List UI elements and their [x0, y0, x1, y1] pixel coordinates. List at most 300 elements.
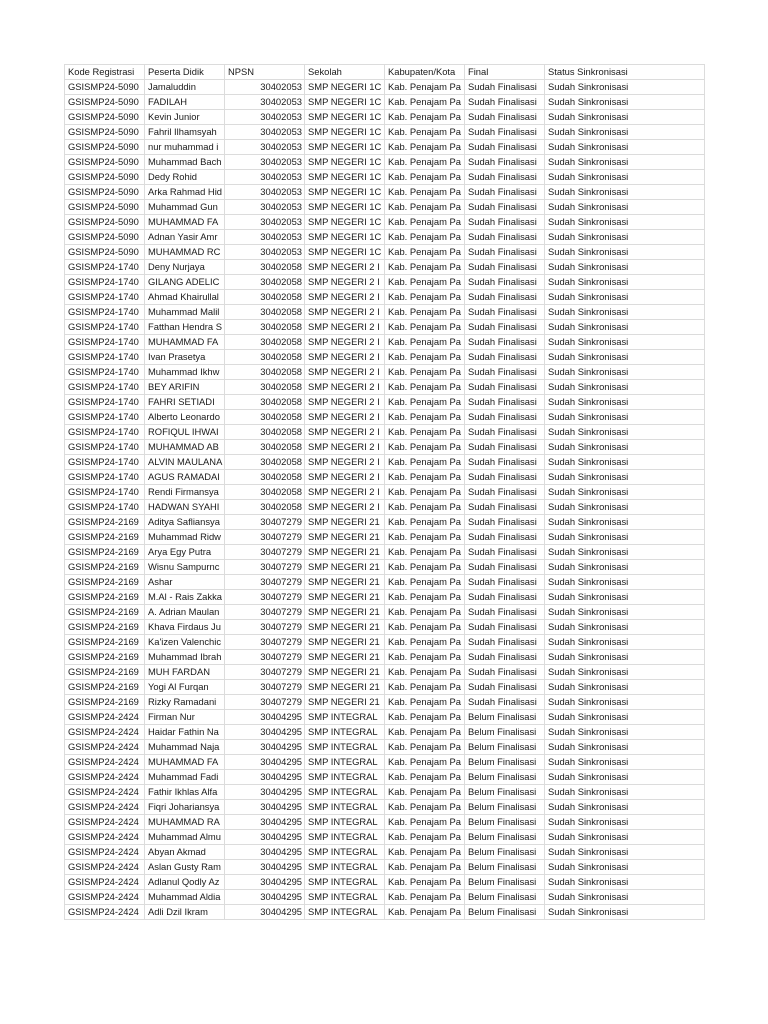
cell-sekolah: SMP INTEGRAL — [305, 815, 385, 830]
cell-status-sinkronisasi: Sudah Sinkronisasi — [545, 455, 705, 470]
cell-final: Sudah Finalisasi — [465, 635, 545, 650]
cell-final: Sudah Finalisasi — [465, 680, 545, 695]
cell-npsn: 30402053 — [225, 245, 305, 260]
cell-sekolah: SMP NEGERI 21 — [305, 650, 385, 665]
table-row — [65, 365, 705, 380]
table-row — [65, 680, 705, 695]
table-row — [65, 290, 705, 305]
cell-peserta-didik: HADWAN SYAHI — [145, 500, 225, 515]
cell-final: Sudah Finalisasi — [465, 170, 545, 185]
cell-kabupaten-kota: Kab. Penajam Pa — [385, 575, 465, 590]
cell-sekolah: SMP NEGERI 21 — [305, 530, 385, 545]
cell-final: Sudah Finalisasi — [465, 275, 545, 290]
cell-kabupaten-kota: Kab. Penajam Pa — [385, 455, 465, 470]
cell-kode-registrasi: GSISMP24-2169 — [65, 590, 145, 605]
table-row — [65, 860, 705, 875]
cell-status-sinkronisasi: Sudah Sinkronisasi — [545, 560, 705, 575]
cell-peserta-didik: MUHAMMAD FA — [145, 755, 225, 770]
cell-final: Sudah Finalisasi — [465, 560, 545, 575]
cell-peserta-didik: Muhammad Ibrah — [145, 650, 225, 665]
cell-peserta-didik: Rizky Ramadani — [145, 695, 225, 710]
cell-kabupaten-kota: Kab. Penajam Pa — [385, 335, 465, 350]
table-row — [65, 530, 705, 545]
cell-kabupaten-kota: Kab. Penajam Pa — [385, 215, 465, 230]
cell-peserta-didik: Muhammad Bach — [145, 155, 225, 170]
table-row — [65, 800, 705, 815]
table-row — [65, 335, 705, 350]
table-row — [65, 815, 705, 830]
table-row — [65, 890, 705, 905]
cell-final: Sudah Finalisasi — [465, 395, 545, 410]
cell-npsn: 30402053 — [225, 185, 305, 200]
cell-status-sinkronisasi: Sudah Sinkronisasi — [545, 890, 705, 905]
cell-sekolah: SMP NEGERI 21 — [305, 620, 385, 635]
cell-kode-registrasi: GSISMP24-1740 — [65, 470, 145, 485]
cell-npsn: 30402053 — [225, 140, 305, 155]
cell-kode-registrasi: GSISMP24-2424 — [65, 740, 145, 755]
cell-peserta-didik: Rendi Firmansya — [145, 485, 225, 500]
cell-status-sinkronisasi: Sudah Sinkronisasi — [545, 575, 705, 590]
cell-peserta-didik: Muhammad Almu — [145, 830, 225, 845]
cell-npsn: 30407279 — [225, 545, 305, 560]
cell-peserta-didik: FADILAH — [145, 95, 225, 110]
cell-status-sinkronisasi: Sudah Sinkronisasi — [545, 170, 705, 185]
cell-kabupaten-kota: Kab. Penajam Pa — [385, 500, 465, 515]
cell-sekolah: SMP NEGERI 2 I — [305, 410, 385, 425]
cell-kode-registrasi: GSISMP24-1740 — [65, 455, 145, 470]
cell-status-sinkronisasi: Sudah Sinkronisasi — [545, 680, 705, 695]
cell-peserta-didik: Muhammad Ridw — [145, 530, 225, 545]
cell-npsn: 30407279 — [225, 680, 305, 695]
cell-kode-registrasi: GSISMP24-2169 — [65, 680, 145, 695]
cell-sekolah: SMP INTEGRAL — [305, 845, 385, 860]
cell-kabupaten-kota: Kab. Penajam Pa — [385, 665, 465, 680]
cell-npsn: 30404295 — [225, 740, 305, 755]
cell-npsn: 30402058 — [225, 335, 305, 350]
cell-sekolah: SMP NEGERI 2 I — [305, 290, 385, 305]
cell-sekolah: SMP NEGERI 2 I — [305, 455, 385, 470]
table-row — [65, 395, 705, 410]
cell-kode-registrasi: GSISMP24-5090 — [65, 95, 145, 110]
cell-final: Belum Finalisasi — [465, 725, 545, 740]
cell-kode-registrasi: GSISMP24-1740 — [65, 410, 145, 425]
cell-sekolah: SMP NEGERI 1C — [305, 230, 385, 245]
table-row — [65, 485, 705, 500]
cell-npsn: 30402058 — [225, 365, 305, 380]
cell-final: Sudah Finalisasi — [465, 335, 545, 350]
cell-final: Sudah Finalisasi — [465, 380, 545, 395]
cell-peserta-didik: Muhammad Aldia — [145, 890, 225, 905]
cell-npsn: 30404295 — [225, 875, 305, 890]
cell-npsn: 30407279 — [225, 530, 305, 545]
cell-kode-registrasi: GSISMP24-1740 — [65, 365, 145, 380]
cell-kode-registrasi: GSISMP24-5090 — [65, 230, 145, 245]
table-row — [65, 95, 705, 110]
cell-sekolah: SMP INTEGRAL — [305, 890, 385, 905]
table-row — [65, 125, 705, 140]
cell-peserta-didik: MUHAMMAD RC — [145, 245, 225, 260]
table-row — [65, 755, 705, 770]
cell-final: Sudah Finalisasi — [465, 500, 545, 515]
cell-kabupaten-kota: Kab. Penajam Pa — [385, 95, 465, 110]
cell-status-sinkronisasi: Sudah Sinkronisasi — [545, 470, 705, 485]
cell-status-sinkronisasi: Sudah Sinkronisasi — [545, 395, 705, 410]
cell-sekolah: SMP NEGERI 21 — [305, 560, 385, 575]
cell-peserta-didik: Fahril Ilhamsyah — [145, 125, 225, 140]
cell-sekolah: SMP NEGERI 1C — [305, 125, 385, 140]
table-row — [65, 455, 705, 470]
table-row — [65, 215, 705, 230]
cell-kabupaten-kota: Kab. Penajam Pa — [385, 275, 465, 290]
cell-kode-registrasi: GSISMP24-2424 — [65, 755, 145, 770]
table-row — [65, 140, 705, 155]
cell-final: Belum Finalisasi — [465, 710, 545, 725]
cell-kode-registrasi: GSISMP24-2424 — [65, 815, 145, 830]
cell-kabupaten-kota: Kab. Penajam Pa — [385, 800, 465, 815]
cell-kabupaten-kota: Kab. Penajam Pa — [385, 620, 465, 635]
cell-status-sinkronisasi: Sudah Sinkronisasi — [545, 710, 705, 725]
cell-kode-registrasi: GSISMP24-1740 — [65, 290, 145, 305]
cell-final: Belum Finalisasi — [465, 755, 545, 770]
cell-sekolah: SMP NEGERI 2 I — [305, 365, 385, 380]
cell-peserta-didik: GILANG ADELIC — [145, 275, 225, 290]
cell-sekolah: SMP NEGERI 2 I — [305, 500, 385, 515]
cell-peserta-didik: Muhammad Naja — [145, 740, 225, 755]
cell-peserta-didik: Fiqri Johariansya — [145, 800, 225, 815]
cell-status-sinkronisasi: Sudah Sinkronisasi — [545, 500, 705, 515]
cell-status-sinkronisasi: Sudah Sinkronisasi — [545, 695, 705, 710]
cell-status-sinkronisasi: Sudah Sinkronisasi — [545, 905, 705, 920]
cell-status-sinkronisasi: Sudah Sinkronisasi — [545, 545, 705, 560]
cell-npsn: 30402058 — [225, 290, 305, 305]
cell-kode-registrasi: GSISMP24-1740 — [65, 485, 145, 500]
table-row — [65, 260, 705, 275]
cell-peserta-didik: Kevin Junior — [145, 110, 225, 125]
cell-kabupaten-kota: Kab. Penajam Pa — [385, 830, 465, 845]
cell-status-sinkronisasi: Sudah Sinkronisasi — [545, 425, 705, 440]
cell-kabupaten-kota: Kab. Penajam Pa — [385, 200, 465, 215]
cell-sekolah: SMP NEGERI 21 — [305, 515, 385, 530]
cell-npsn: 30402058 — [225, 305, 305, 320]
cell-sekolah: SMP INTEGRAL — [305, 905, 385, 920]
cell-status-sinkronisasi: Sudah Sinkronisasi — [545, 740, 705, 755]
cell-sekolah: SMP INTEGRAL — [305, 800, 385, 815]
cell-status-sinkronisasi: Sudah Sinkronisasi — [545, 200, 705, 215]
cell-status-sinkronisasi: Sudah Sinkronisasi — [545, 410, 705, 425]
cell-npsn: 30402053 — [225, 155, 305, 170]
cell-peserta-didik: AGUS RAMADAI — [145, 470, 225, 485]
cell-sekolah: SMP NEGERI 2 I — [305, 395, 385, 410]
table-row — [65, 725, 705, 740]
cell-status-sinkronisasi: Sudah Sinkronisasi — [545, 515, 705, 530]
cell-npsn: 30407279 — [225, 695, 305, 710]
cell-npsn: 30407279 — [225, 515, 305, 530]
cell-status-sinkronisasi: Sudah Sinkronisasi — [545, 785, 705, 800]
cell-sekolah: SMP INTEGRAL — [305, 875, 385, 890]
cell-status-sinkronisasi: Sudah Sinkronisasi — [545, 305, 705, 320]
cell-kode-registrasi: GSISMP24-2424 — [65, 710, 145, 725]
table-row — [65, 875, 705, 890]
cell-status-sinkronisasi: Sudah Sinkronisasi — [545, 650, 705, 665]
table-row — [65, 830, 705, 845]
cell-final: Sudah Finalisasi — [465, 200, 545, 215]
cell-kode-registrasi: GSISMP24-2169 — [65, 530, 145, 545]
table-row — [65, 575, 705, 590]
cell-npsn: 30404295 — [225, 845, 305, 860]
table-row — [65, 380, 705, 395]
cell-sekolah: SMP INTEGRAL — [305, 770, 385, 785]
cell-peserta-didik: Haidar Fathin Na — [145, 725, 225, 740]
cell-sekolah: SMP NEGERI 2 I — [305, 350, 385, 365]
cell-kabupaten-kota: Kab. Penajam Pa — [385, 770, 465, 785]
cell-final: Sudah Finalisasi — [465, 530, 545, 545]
cell-status-sinkronisasi: Sudah Sinkronisasi — [545, 290, 705, 305]
cell-status-sinkronisasi: Sudah Sinkronisasi — [545, 95, 705, 110]
cell-kabupaten-kota: Kab. Penajam Pa — [385, 320, 465, 335]
cell-status-sinkronisasi: Sudah Sinkronisasi — [545, 590, 705, 605]
cell-final: Sudah Finalisasi — [465, 470, 545, 485]
cell-final: Belum Finalisasi — [465, 800, 545, 815]
cell-status-sinkronisasi: Sudah Sinkronisasi — [545, 230, 705, 245]
cell-peserta-didik: Deny Nurjaya — [145, 260, 225, 275]
cell-kode-registrasi: GSISMP24-2424 — [65, 890, 145, 905]
cell-npsn: 30404295 — [225, 800, 305, 815]
cell-sekolah: SMP NEGERI 1C — [305, 95, 385, 110]
header-npsn: NPSN — [225, 65, 305, 80]
cell-kabupaten-kota: Kab. Penajam Pa — [385, 680, 465, 695]
cell-kode-registrasi: GSISMP24-2169 — [65, 695, 145, 710]
cell-kabupaten-kota: Kab. Penajam Pa — [385, 725, 465, 740]
cell-npsn: 30402058 — [225, 380, 305, 395]
cell-kabupaten-kota: Kab. Penajam Pa — [385, 785, 465, 800]
cell-sekolah: SMP NEGERI 21 — [305, 605, 385, 620]
table-row — [65, 845, 705, 860]
cell-npsn: 30404295 — [225, 905, 305, 920]
cell-status-sinkronisasi: Sudah Sinkronisasi — [545, 800, 705, 815]
table-row — [65, 785, 705, 800]
cell-npsn: 30404295 — [225, 710, 305, 725]
table-row — [65, 740, 705, 755]
cell-final: Sudah Finalisasi — [465, 245, 545, 260]
cell-kabupaten-kota: Kab. Penajam Pa — [385, 590, 465, 605]
cell-status-sinkronisasi: Sudah Sinkronisasi — [545, 185, 705, 200]
cell-final: Sudah Finalisasi — [465, 410, 545, 425]
cell-status-sinkronisasi: Sudah Sinkronisasi — [545, 845, 705, 860]
cell-kode-registrasi: GSISMP24-2169 — [65, 665, 145, 680]
cell-npsn: 30404295 — [225, 890, 305, 905]
cell-npsn: 30407279 — [225, 560, 305, 575]
cell-final: Belum Finalisasi — [465, 890, 545, 905]
cell-kode-registrasi: GSISMP24-1740 — [65, 395, 145, 410]
cell-final: Belum Finalisasi — [465, 875, 545, 890]
cell-npsn: 30402058 — [225, 275, 305, 290]
cell-kabupaten-kota: Kab. Penajam Pa — [385, 350, 465, 365]
cell-peserta-didik: FAHRI SETIADI — [145, 395, 225, 410]
cell-kode-registrasi: GSISMP24-5090 — [65, 215, 145, 230]
cell-npsn: 30402058 — [225, 425, 305, 440]
table-row — [65, 245, 705, 260]
cell-npsn: 30402058 — [225, 410, 305, 425]
cell-peserta-didik: MUHAMMAD FA — [145, 335, 225, 350]
table-row — [65, 620, 705, 635]
cell-kabupaten-kota: Kab. Penajam Pa — [385, 560, 465, 575]
cell-sekolah: SMP INTEGRAL — [305, 740, 385, 755]
cell-sekolah: SMP NEGERI 21 — [305, 665, 385, 680]
cell-status-sinkronisasi: Sudah Sinkronisasi — [545, 530, 705, 545]
cell-kabupaten-kota: Kab. Penajam Pa — [385, 605, 465, 620]
cell-final: Sudah Finalisasi — [465, 110, 545, 125]
cell-final: Sudah Finalisasi — [465, 515, 545, 530]
cell-final: Sudah Finalisasi — [465, 290, 545, 305]
cell-final: Sudah Finalisasi — [465, 185, 545, 200]
table-row — [65, 710, 705, 725]
cell-final: Sudah Finalisasi — [465, 695, 545, 710]
cell-npsn: 30402058 — [225, 350, 305, 365]
cell-kode-registrasi: GSISMP24-1740 — [65, 260, 145, 275]
cell-npsn: 30404295 — [225, 830, 305, 845]
cell-final: Sudah Finalisasi — [465, 260, 545, 275]
cell-status-sinkronisasi: Sudah Sinkronisasi — [545, 245, 705, 260]
cell-kabupaten-kota: Kab. Penajam Pa — [385, 470, 465, 485]
cell-status-sinkronisasi: Sudah Sinkronisasi — [545, 140, 705, 155]
cell-peserta-didik: Muhammad Fadi — [145, 770, 225, 785]
cell-final: Sudah Finalisasi — [465, 485, 545, 500]
cell-final: Sudah Finalisasi — [465, 305, 545, 320]
cell-kode-registrasi: GSISMP24-2424 — [65, 905, 145, 920]
cell-final: Sudah Finalisasi — [465, 320, 545, 335]
table-row — [65, 635, 705, 650]
cell-sekolah: SMP NEGERI 21 — [305, 680, 385, 695]
cell-peserta-didik: BEY ARIFIN — [145, 380, 225, 395]
cell-sekolah: SMP NEGERI 1C — [305, 155, 385, 170]
table-row — [65, 695, 705, 710]
table-row — [65, 515, 705, 530]
cell-status-sinkronisasi: Sudah Sinkronisasi — [545, 80, 705, 95]
cell-peserta-didik: Alberto Leonardo — [145, 410, 225, 425]
cell-sekolah: SMP NEGERI 2 I — [305, 425, 385, 440]
cell-npsn: 30404295 — [225, 755, 305, 770]
cell-status-sinkronisasi: Sudah Sinkronisasi — [545, 110, 705, 125]
cell-sekolah: SMP INTEGRAL — [305, 755, 385, 770]
table-row — [65, 80, 705, 95]
table-row — [65, 275, 705, 290]
cell-kode-registrasi: GSISMP24-1740 — [65, 440, 145, 455]
cell-kode-registrasi: GSISMP24-2424 — [65, 785, 145, 800]
cell-status-sinkronisasi: Sudah Sinkronisasi — [545, 215, 705, 230]
cell-kabupaten-kota: Kab. Penajam Pa — [385, 485, 465, 500]
cell-sekolah: SMP NEGERI 2 I — [305, 470, 385, 485]
cell-peserta-didik: Wisnu Sampurnc — [145, 560, 225, 575]
cell-peserta-didik: Arka Rahmad Hid — [145, 185, 225, 200]
cell-status-sinkronisasi: Sudah Sinkronisasi — [545, 350, 705, 365]
cell-final: Sudah Finalisasi — [465, 95, 545, 110]
header-sekolah: Sekolah — [305, 65, 385, 80]
cell-final: Sudah Finalisasi — [465, 365, 545, 380]
cell-peserta-didik: Ivan Prasetya — [145, 350, 225, 365]
table-row — [65, 350, 705, 365]
cell-sekolah: SMP NEGERI 21 — [305, 695, 385, 710]
cell-kabupaten-kota: Kab. Penajam Pa — [385, 185, 465, 200]
cell-status-sinkronisasi: Sudah Sinkronisasi — [545, 860, 705, 875]
cell-status-sinkronisasi: Sudah Sinkronisasi — [545, 335, 705, 350]
cell-npsn: 30404295 — [225, 860, 305, 875]
cell-final: Sudah Finalisasi — [465, 440, 545, 455]
cell-npsn: 30407279 — [225, 590, 305, 605]
table-row — [65, 155, 705, 170]
cell-final: Sudah Finalisasi — [465, 605, 545, 620]
table-row — [65, 305, 705, 320]
cell-kabupaten-kota: Kab. Penajam Pa — [385, 905, 465, 920]
cell-final: Sudah Finalisasi — [465, 125, 545, 140]
cell-npsn: 30402053 — [225, 125, 305, 140]
cell-peserta-didik: MUHAMMAD AB — [145, 440, 225, 455]
table-row — [65, 905, 705, 920]
cell-kabupaten-kota: Kab. Penajam Pa — [385, 530, 465, 545]
cell-kabupaten-kota: Kab. Penajam Pa — [385, 545, 465, 560]
header-kabupaten-kota: Kabupaten/Kota — [385, 65, 465, 80]
cell-status-sinkronisasi: Sudah Sinkronisasi — [545, 770, 705, 785]
cell-kode-registrasi: GSISMP24-2424 — [65, 770, 145, 785]
cell-kabupaten-kota: Kab. Penajam Pa — [385, 755, 465, 770]
cell-sekolah: SMP NEGERI 1C — [305, 140, 385, 155]
cell-final: Sudah Finalisasi — [465, 215, 545, 230]
cell-kabupaten-kota: Kab. Penajam Pa — [385, 425, 465, 440]
table-row — [65, 665, 705, 680]
cell-kode-registrasi: GSISMP24-1740 — [65, 275, 145, 290]
cell-npsn: 30402058 — [225, 440, 305, 455]
cell-status-sinkronisasi: Sudah Sinkronisasi — [545, 155, 705, 170]
cell-npsn: 30407279 — [225, 575, 305, 590]
cell-final: Belum Finalisasi — [465, 815, 545, 830]
cell-kabupaten-kota: Kab. Penajam Pa — [385, 815, 465, 830]
cell-kabupaten-kota: Kab. Penajam Pa — [385, 305, 465, 320]
cell-peserta-didik: Muhammad Gun — [145, 200, 225, 215]
header-peserta-didik: Peserta Didik — [145, 65, 225, 80]
cell-kode-registrasi: GSISMP24-1740 — [65, 500, 145, 515]
table-row — [65, 110, 705, 125]
cell-kode-registrasi: GSISMP24-1740 — [65, 380, 145, 395]
cell-npsn: 30407279 — [225, 635, 305, 650]
cell-status-sinkronisasi: Sudah Sinkronisasi — [545, 725, 705, 740]
cell-kode-registrasi: GSISMP24-2424 — [65, 845, 145, 860]
cell-peserta-didik: A. Adrian Maulan — [145, 605, 225, 620]
cell-final: Sudah Finalisasi — [465, 575, 545, 590]
cell-final: Sudah Finalisasi — [465, 620, 545, 635]
cell-npsn: 30404295 — [225, 785, 305, 800]
cell-kode-registrasi: GSISMP24-5090 — [65, 125, 145, 140]
cell-peserta-didik: M.Al - Rais Zakka — [145, 590, 225, 605]
cell-npsn: 30402058 — [225, 395, 305, 410]
cell-sekolah: SMP NEGERI 1C — [305, 200, 385, 215]
cell-kabupaten-kota: Kab. Penajam Pa — [385, 875, 465, 890]
cell-kabupaten-kota: Kab. Penajam Pa — [385, 290, 465, 305]
cell-final: Belum Finalisasi — [465, 770, 545, 785]
cell-npsn: 30402053 — [225, 170, 305, 185]
cell-status-sinkronisasi: Sudah Sinkronisasi — [545, 830, 705, 845]
cell-final: Sudah Finalisasi — [465, 350, 545, 365]
cell-peserta-didik: MUHAMMAD RA — [145, 815, 225, 830]
cell-peserta-didik: Aditya Safliansya — [145, 515, 225, 530]
cell-peserta-didik: Firman Nur — [145, 710, 225, 725]
cell-final: Belum Finalisasi — [465, 905, 545, 920]
cell-kode-registrasi: GSISMP24-2169 — [65, 620, 145, 635]
cell-npsn: 30402053 — [225, 95, 305, 110]
cell-npsn: 30407279 — [225, 665, 305, 680]
cell-kode-registrasi: GSISMP24-1740 — [65, 320, 145, 335]
cell-kode-registrasi: GSISMP24-1740 — [65, 335, 145, 350]
cell-kode-registrasi: GSISMP24-5090 — [65, 140, 145, 155]
cell-kabupaten-kota: Kab. Penajam Pa — [385, 125, 465, 140]
